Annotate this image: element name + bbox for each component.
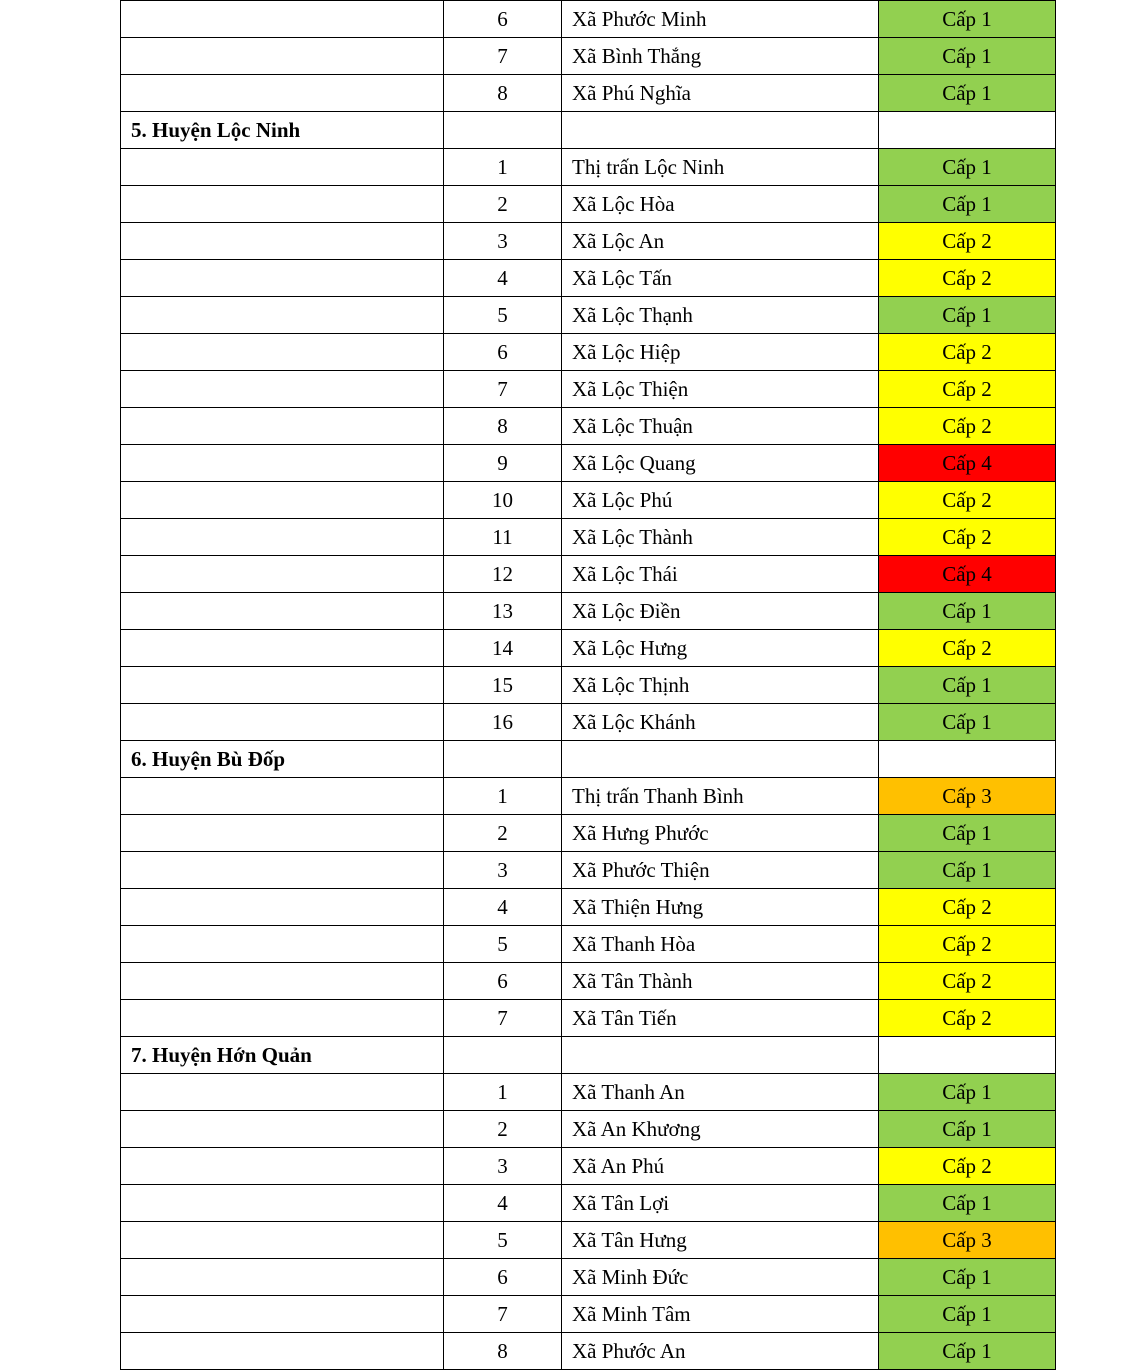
commune-name-cell: Xã An Phú <box>562 1148 879 1185</box>
level-cell: Cấp 1 <box>879 815 1056 852</box>
number-cell: 16 <box>444 704 562 741</box>
district-cell: 5. Huyện Lộc Ninh <box>121 112 444 149</box>
commune-name-cell: Xã Lộc Khánh <box>562 704 879 741</box>
number-cell: 7 <box>444 371 562 408</box>
table-row <box>121 926 1056 963</box>
number-cell: 15 <box>444 667 562 704</box>
number-cell: 14 <box>444 630 562 667</box>
commune-name-cell: Xã Lộc Thạnh <box>562 297 879 334</box>
number-cell: 2 <box>444 815 562 852</box>
number-cell: 8 <box>444 1333 562 1370</box>
commune-name-cell: Xã Thanh An <box>562 1074 879 1111</box>
level-cell: Cấp 1 <box>879 186 1056 223</box>
number-cell <box>444 1037 562 1074</box>
level-cell: Cấp 1 <box>879 75 1056 112</box>
table-row <box>121 1074 1056 1111</box>
district-cell <box>121 1333 444 1370</box>
number-cell: 4 <box>444 889 562 926</box>
commune-name-cell: Xã Lộc Thái <box>562 556 879 593</box>
number-cell: 7 <box>444 1000 562 1037</box>
level-cell: Cấp 2 <box>879 1000 1056 1037</box>
commune-name-cell <box>562 741 879 778</box>
level-cell <box>879 1037 1056 1074</box>
table-row <box>121 186 1056 223</box>
district-cell <box>121 926 444 963</box>
table-row <box>121 75 1056 112</box>
district-cell <box>121 223 444 260</box>
level-cell: Cấp 2 <box>879 963 1056 1000</box>
district-cell <box>121 593 444 630</box>
table-row <box>121 260 1056 297</box>
district-cell <box>121 482 444 519</box>
number-cell: 2 <box>444 1111 562 1148</box>
table-row <box>121 223 1056 260</box>
commune-name-cell: Thị trấn Lộc Ninh <box>562 149 879 186</box>
table-row <box>121 1148 1056 1185</box>
district-header-row <box>121 112 1056 149</box>
commune-name-cell: Xã Phước Minh <box>562 1 879 38</box>
number-cell: 11 <box>444 519 562 556</box>
table-row <box>121 889 1056 926</box>
level-cell: Cấp 4 <box>879 556 1056 593</box>
number-cell: 3 <box>444 223 562 260</box>
district-cell <box>121 1259 444 1296</box>
number-cell: 5 <box>444 926 562 963</box>
district-header-row <box>121 741 1056 778</box>
level-cell: Cấp 1 <box>879 1296 1056 1333</box>
level-cell: Cấp 2 <box>879 482 1056 519</box>
commune-name-cell: Xã Tân Hưng <box>562 1222 879 1259</box>
level-cell: Cấp 2 <box>879 334 1056 371</box>
number-cell: 4 <box>444 260 562 297</box>
table-row <box>121 1333 1056 1370</box>
number-cell: 6 <box>444 1259 562 1296</box>
table-row <box>121 1111 1056 1148</box>
number-cell: 3 <box>444 1148 562 1185</box>
commune-level-table <box>120 0 1056 1370</box>
level-cell: Cấp 1 <box>879 1259 1056 1296</box>
district-cell <box>121 445 444 482</box>
commune-name-cell: Xã Lộc Quang <box>562 445 879 482</box>
number-cell: 7 <box>444 1296 562 1333</box>
number-cell: 8 <box>444 75 562 112</box>
commune-name-cell <box>562 1037 879 1074</box>
table-row <box>121 1000 1056 1037</box>
commune-name-cell: Xã Thiện Hưng <box>562 889 879 926</box>
level-cell: Cấp 1 <box>879 1074 1056 1111</box>
district-cell <box>121 186 444 223</box>
commune-name-cell: Xã Lộc Thuận <box>562 408 879 445</box>
commune-name-cell <box>562 112 879 149</box>
level-cell: Cấp 2 <box>879 1148 1056 1185</box>
district-cell: 6. Huyện Bù Đốp <box>121 741 444 778</box>
number-cell: 1 <box>444 1074 562 1111</box>
table-row <box>121 149 1056 186</box>
level-cell: Cấp 1 <box>879 297 1056 334</box>
district-cell <box>121 852 444 889</box>
number-cell: 6 <box>444 1 562 38</box>
commune-name-cell: Xã Hưng Phước <box>562 815 879 852</box>
commune-name-cell: Xã Lộc Điền <box>562 593 879 630</box>
level-cell: Cấp 1 <box>879 1333 1056 1370</box>
commune-name-cell: Xã Lộc Tấn <box>562 260 879 297</box>
number-cell: 9 <box>444 445 562 482</box>
level-cell: Cấp 1 <box>879 704 1056 741</box>
district-cell <box>121 1185 444 1222</box>
number-cell <box>444 741 562 778</box>
district-cell <box>121 1074 444 1111</box>
table-row <box>121 778 1056 815</box>
commune-name-cell: Xã Minh Tâm <box>562 1296 879 1333</box>
district-cell <box>121 704 444 741</box>
number-cell: 6 <box>444 963 562 1000</box>
district-cell <box>121 75 444 112</box>
district-cell <box>121 1148 444 1185</box>
number-cell: 5 <box>444 297 562 334</box>
table-row <box>121 334 1056 371</box>
level-cell: Cấp 1 <box>879 38 1056 75</box>
number-cell: 13 <box>444 593 562 630</box>
level-cell: Cấp 1 <box>879 852 1056 889</box>
table-row <box>121 408 1056 445</box>
commune-name-cell: Xã Lộc Thiện <box>562 371 879 408</box>
commune-name-cell: Xã Tân Tiến <box>562 1000 879 1037</box>
district-cell <box>121 630 444 667</box>
commune-name-cell: Xã Phước An <box>562 1333 879 1370</box>
district-cell <box>121 149 444 186</box>
level-cell: Cấp 2 <box>879 630 1056 667</box>
level-cell: Cấp 1 <box>879 1185 1056 1222</box>
commune-name-cell: Xã An Khương <box>562 1111 879 1148</box>
commune-name-cell: Xã Lộc Hưng <box>562 630 879 667</box>
district-cell <box>121 297 444 334</box>
level-cell: Cấp 2 <box>879 519 1056 556</box>
commune-name-cell: Xã Lộc An <box>562 223 879 260</box>
level-cell: Cấp 2 <box>879 371 1056 408</box>
district-cell <box>121 1000 444 1037</box>
commune-name-cell: Xã Lộc Hòa <box>562 186 879 223</box>
level-cell: Cấp 2 <box>879 408 1056 445</box>
district-cell <box>121 889 444 926</box>
district-cell <box>121 1 444 38</box>
table-row <box>121 556 1056 593</box>
commune-name-cell: Xã Lộc Hiệp <box>562 334 879 371</box>
commune-name-cell: Thị trấn Thanh Bình <box>562 778 879 815</box>
commune-name-cell: Xã Bình Thắng <box>562 38 879 75</box>
level-cell: Cấp 2 <box>879 889 1056 926</box>
district-cell <box>121 38 444 75</box>
table-row <box>121 963 1056 1000</box>
commune-name-cell: Xã Phú Nghĩa <box>562 75 879 112</box>
table-row <box>121 1259 1056 1296</box>
district-cell <box>121 778 444 815</box>
table-row <box>121 38 1056 75</box>
table-row <box>121 371 1056 408</box>
district-cell: 7. Huyện Hớn Quản <box>121 1037 444 1074</box>
district-cell <box>121 963 444 1000</box>
number-cell: 2 <box>444 186 562 223</box>
district-cell <box>121 1222 444 1259</box>
commune-name-cell: Xã Phước Thiện <box>562 852 879 889</box>
table-row <box>121 1185 1056 1222</box>
table-row <box>121 297 1056 334</box>
district-cell <box>121 1111 444 1148</box>
number-cell: 5 <box>444 1222 562 1259</box>
table-row <box>121 1 1056 38</box>
commune-name-cell: Xã Lộc Thịnh <box>562 667 879 704</box>
level-cell <box>879 741 1056 778</box>
table-row <box>121 815 1056 852</box>
district-cell <box>121 260 444 297</box>
table-row <box>121 1222 1056 1259</box>
level-cell: Cấp 2 <box>879 926 1056 963</box>
table-row <box>121 445 1056 482</box>
commune-name-cell: Xã Thanh Hòa <box>562 926 879 963</box>
level-cell: Cấp 4 <box>879 445 1056 482</box>
number-cell: 8 <box>444 408 562 445</box>
number-cell: 10 <box>444 482 562 519</box>
commune-name-cell: Xã Tân Thành <box>562 963 879 1000</box>
number-cell: 4 <box>444 1185 562 1222</box>
level-cell: Cấp 1 <box>879 1111 1056 1148</box>
commune-name-cell: Xã Minh Đức <box>562 1259 879 1296</box>
level-cell: Cấp 1 <box>879 667 1056 704</box>
table-row <box>121 630 1056 667</box>
district-cell <box>121 334 444 371</box>
number-cell: 12 <box>444 556 562 593</box>
district-header-row <box>121 1037 1056 1074</box>
level-cell <box>879 112 1056 149</box>
district-cell <box>121 408 444 445</box>
number-cell: 3 <box>444 852 562 889</box>
table-row <box>121 482 1056 519</box>
number-cell: 6 <box>444 334 562 371</box>
table-body <box>121 1 1056 1370</box>
number-cell: 1 <box>444 778 562 815</box>
level-cell: Cấp 1 <box>879 149 1056 186</box>
table-row <box>121 593 1056 630</box>
district-cell <box>121 1296 444 1333</box>
level-cell: Cấp 3 <box>879 778 1056 815</box>
level-cell: Cấp 3 <box>879 1222 1056 1259</box>
table-row <box>121 852 1056 889</box>
table-row <box>121 667 1056 704</box>
table-row <box>121 519 1056 556</box>
district-cell <box>121 519 444 556</box>
district-cell <box>121 815 444 852</box>
level-cell: Cấp 1 <box>879 593 1056 630</box>
commune-name-cell: Xã Lộc Thành <box>562 519 879 556</box>
commune-name-cell: Xã Tân Lợi <box>562 1185 879 1222</box>
commune-name-cell: Xã Lộc Phú <box>562 482 879 519</box>
number-cell: 1 <box>444 149 562 186</box>
table-row <box>121 1296 1056 1333</box>
level-cell: Cấp 2 <box>879 223 1056 260</box>
table-row <box>121 704 1056 741</box>
level-cell: Cấp 2 <box>879 260 1056 297</box>
number-cell <box>444 112 562 149</box>
level-cell: Cấp 1 <box>879 1 1056 38</box>
district-cell <box>121 371 444 408</box>
district-cell <box>121 556 444 593</box>
number-cell: 7 <box>444 38 562 75</box>
district-cell <box>121 667 444 704</box>
